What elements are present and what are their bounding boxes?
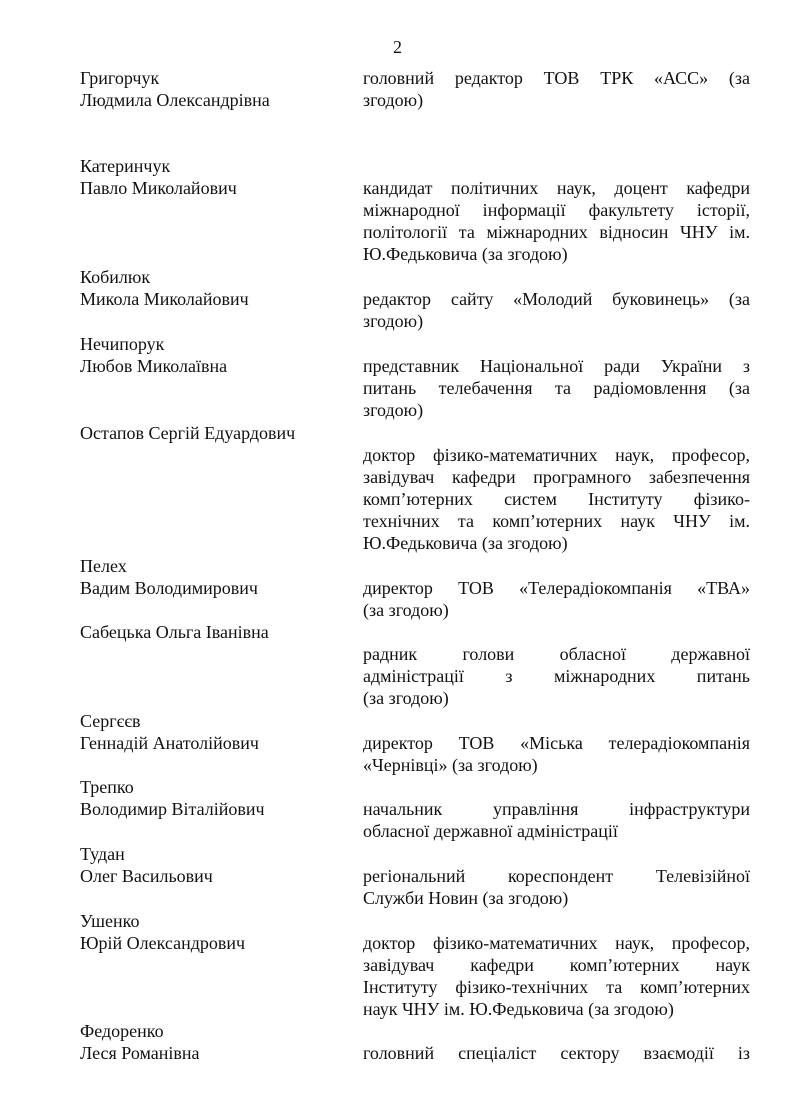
member-position-line: обласної державної адміністрації — [363, 821, 618, 841]
member-name — [80, 776, 350, 820]
member-position-line: Служби Новин (за згодою) — [363, 888, 569, 908]
member-name-line: Володимир Віталійович — [80, 799, 265, 819]
member-position-line: кандидат політичних наук, доцент кафедри — [363, 178, 750, 198]
member-position-line: наук ЧНУ ім. Ю.Федьковича (за згодою) — [363, 999, 674, 1019]
member-position — [363, 577, 750, 621]
page-number: 2 — [393, 37, 402, 57]
member-position-line: головний спеціаліст сектору взаємодії із — [363, 1043, 750, 1063]
member-name — [80, 67, 350, 111]
member-name-line: Нечипорук — [80, 334, 165, 354]
member-name-line: Павло Миколайович — [80, 178, 237, 198]
member-name-line: Ушенко — [80, 911, 140, 931]
member-position — [363, 444, 750, 554]
member-position-line: політології та міжнародних відносин ЧНУ ім. — [363, 222, 750, 242]
member-name — [80, 266, 350, 310]
member-position-line: головний редактор ТОВ ТРК «АСС» (за — [363, 68, 750, 88]
member-position — [363, 798, 750, 842]
member-position-line: директор ТОВ «Телерадіокомпанія «ТВА» — [363, 578, 750, 598]
member-name-line: Юрій Олександрович — [80, 933, 246, 953]
member-name-line: Леся Романівна — [80, 1043, 200, 1063]
member-position-line: Ю.Федьковича (за згодою) — [363, 244, 568, 264]
member-position — [363, 732, 750, 776]
member-position-line: адміністрації з міжнародних питань — [363, 666, 750, 686]
member-position-line: комп’ютерних систем Інституту фізико- — [363, 489, 750, 509]
member-name — [80, 1020, 350, 1064]
member-position — [363, 932, 750, 1020]
member-position-line: начальник управління інфраструктури — [363, 799, 750, 819]
member-position-line: Ю.Федьковича (за згодою) — [363, 533, 568, 553]
member-position-line: (за згодою) — [363, 688, 449, 708]
member-name-line: Трепко — [80, 777, 134, 797]
member-position — [363, 643, 750, 709]
member-position — [363, 865, 750, 909]
member-position-line: завідувач кафедри програмного забезпечення — [363, 467, 750, 487]
member-position-line: питань телебачення та радіомовлення (за — [363, 378, 750, 398]
member-position-line: «Чернівці» (за згодою) — [363, 755, 538, 775]
member-position — [363, 67, 750, 111]
member-name-line: Катеринчук — [80, 156, 171, 176]
member-name-line: Геннадій Анатолійович — [80, 733, 259, 753]
member-name-line: Григорчук — [80, 68, 160, 88]
member-position-line: директор ТОВ «Міська телерадіокомпанія — [363, 733, 750, 753]
member-position-line: регіональний кореспондент Телевізійної — [363, 866, 750, 886]
member-position-line: згодою) — [363, 400, 424, 420]
member-name-line: Сергєєв — [80, 711, 141, 731]
member-position — [363, 1042, 750, 1064]
member-name — [80, 621, 350, 643]
member-position-line: радник голови обласної державної — [363, 644, 750, 664]
member-name-line: Вадим Володимирович — [80, 578, 258, 598]
member-position-line: доктор фізико-математичних наук, професор, — [363, 933, 750, 953]
member-position-line: доктор фізико-математичних наук, професор, — [363, 445, 750, 465]
member-position-line: міжнародної інформації факультету історії, — [363, 200, 750, 220]
member-name-line: Сабецька Ольга Іванівна — [80, 622, 269, 642]
member-position-line: редактор сайту «Молодий буковинець» (за — [363, 289, 750, 309]
member-name — [80, 555, 350, 599]
member-name — [80, 155, 350, 199]
member-name — [80, 710, 350, 754]
member-position-line: технічних та комп’ютерних наук ЧНУ ім. — [363, 511, 750, 531]
member-name — [80, 910, 350, 954]
member-name — [80, 843, 350, 887]
member-position-line: Інституту фізико-технічних та комп’ютерних — [363, 977, 750, 997]
member-name-line: Федоренко — [80, 1021, 164, 1041]
member-position-line: представник Національної ради України з — [363, 356, 750, 376]
member-position-line: згодою) — [363, 90, 424, 110]
member-position — [363, 177, 750, 265]
member-position-line: завідувач кафедри комп’ютерних наук — [363, 955, 750, 975]
member-name — [80, 333, 350, 377]
member-position-line: (за згодою) — [363, 600, 449, 620]
member-position — [363, 355, 750, 421]
member-position-line: згодою) — [363, 311, 424, 331]
member-name-line: Микола Миколайович — [80, 289, 249, 309]
member-name-line: Любов Миколаївна — [80, 356, 228, 376]
member-name-line: Тудан — [80, 844, 125, 864]
member-name-line: Остапов Сергій Едуардович — [80, 423, 296, 443]
member-name — [80, 422, 350, 444]
member-name-line: Кобилюк — [80, 267, 151, 287]
member-name-line: Людмила Олександрівна — [80, 90, 270, 110]
member-position — [363, 288, 750, 332]
member-name-line: Олег Васильович — [80, 866, 213, 886]
member-name-line: Пелех — [80, 556, 127, 576]
